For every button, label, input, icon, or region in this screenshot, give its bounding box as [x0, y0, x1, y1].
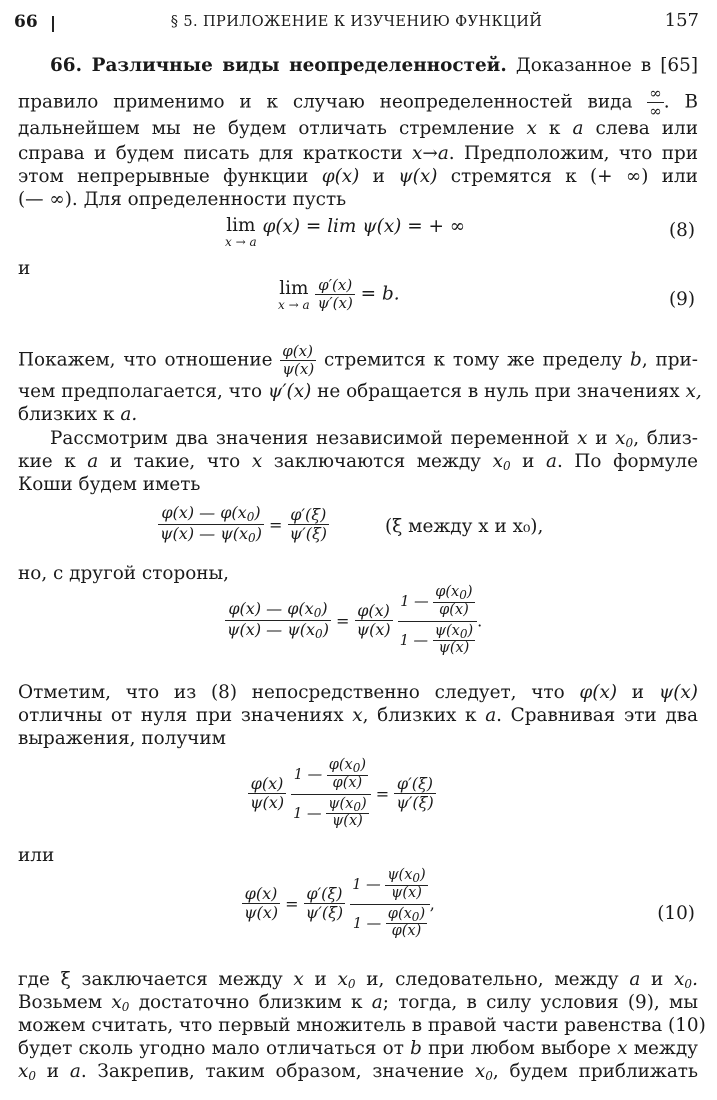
- text-line: правило применимо и к случаю неопределенностей вида ∞ ∞ . В: [18, 84, 698, 120]
- equation-number: (9): [668, 289, 695, 310]
- text-line: Отметим, что из (8) непосредственно следует, что φ(x) и ψ(x): [18, 682, 698, 703]
- left-page-number: 66: [14, 12, 38, 32]
- combined-equation: $\frac{\varphi(x)}{\psi(x)}$ 1 — $\frac{\varphi(x_0)}{\varphi(x)}$ 1 — $\frac{\psi(x_0)}{\psi(x)}$ = $\frac{\varphi'(\xi)}{\psi'(\xi)}$: [250, 757, 434, 830]
- text-line: Покажем, что отношение $\frac{\varphi(x)}{\psi(x)}$ стремится к тому же пределу b, при-: [18, 342, 698, 378]
- text-line: справа и будем писать для краткости x→a. Предположим, что при: [18, 143, 698, 164]
- text-line: выражения, получим: [18, 728, 226, 749]
- running-header: [14, 10, 699, 36]
- text-line: Коши будем иметь: [18, 474, 201, 495]
- second-expression: $\frac{\varphi(x) — \varphi(x_0)}{\psi(x) — \psi(x_0)}$ = $\frac{\varphi(x)}{\psi(x)}$ 1 — $\frac{\varphi(x_0)}{\varphi(x)}$ 1 — $\frac{\psi(x_0)}{\psi(x)}$ .: [227, 584, 483, 657]
- section-heading: 66. Различные виды неопределенностей.: [50, 55, 507, 76]
- text-line: дальнейшем мы не будем отличать стремление x к a слева или: [18, 118, 698, 139]
- equation-10: $\frac{\varphi(x)}{\psi(x)}$ = $\frac{\varphi'(\xi)}{\psi'(\xi)}$ 1 — $\frac{\psi(x_0)}{\psi(x)}$ 1 — $\frac{\varphi(x_0)}{\varphi(x)}$ ,: [244, 867, 435, 940]
- equation-number: (8): [668, 220, 695, 241]
- text-line: но, с другой стороны,: [18, 563, 230, 584]
- cauchy-formula: $\frac{\varphi(x) — \varphi(x_0)}{\psi(x) — \psi(x_0)}$ = $\frac{\varphi'(\xi)}{\psi'(\xi)}$: [160, 503, 328, 545]
- text-line: и: [18, 258, 31, 279]
- text-line: можем считать, что первый множитель в правой части равенства (10): [18, 1015, 706, 1036]
- text-line: где ξ заключается между x и $x_0$ и, следовательно, между a и $x_0$.: [18, 969, 698, 991]
- section-title: § 5. ПРИЛОЖЕНИЕ К ИЗУЧЕНИЮ ФУНКЦИЙ: [170, 14, 543, 30]
- text-line: кие к a и такие, что x заключаются между $x_0$ и a. По формуле: [18, 451, 698, 473]
- text-line: Рассмотрим два значения независимой переменной x и $x_0$, близ-: [50, 428, 698, 450]
- infinity-fraction: ∞ ∞: [649, 84, 662, 120]
- text-line: этом непрерывные функции φ(x) и ψ(x) стремятся к (+ ∞) или: [18, 166, 698, 187]
- text-line: или: [18, 845, 55, 866]
- text-line: чем предполагается, что ψ′(x) не обращается в нуль при значениях x,: [18, 381, 702, 402]
- text-line: будет сколь угодно мало отличаться от b при любом выборе x между: [18, 1038, 698, 1059]
- text-line: (— ∞). Для определенности пусть: [18, 189, 347, 210]
- equation-number: (10): [657, 903, 695, 924]
- text-line: отличны от нуля при значениях x, близких к a. Сравнивая эти два: [18, 705, 698, 726]
- text-line: 66. Различные виды неопределенностей. Доказанное в [65]: [50, 55, 698, 76]
- text-line: $x_0$ и a. Закрепив, таким образом, значение $x_0$, будем приближать: [18, 1061, 698, 1083]
- right-page-number: 157: [664, 10, 699, 31]
- equation-8: lim x → a φ(x) = lim ψ(x) = + ∞: [225, 215, 466, 250]
- text-line: Возьмем $x_0$ достаточно близким к a; тогда, в силу условия (9), мы: [18, 992, 698, 1014]
- equation-9: lim x → a $\frac{\varphi'(x)}{\psi'(x)}$ = b.: [278, 276, 400, 312]
- cauchy-note: (ξ между x и x₀),: [385, 516, 544, 537]
- text-line: близких к a.: [18, 404, 138, 425]
